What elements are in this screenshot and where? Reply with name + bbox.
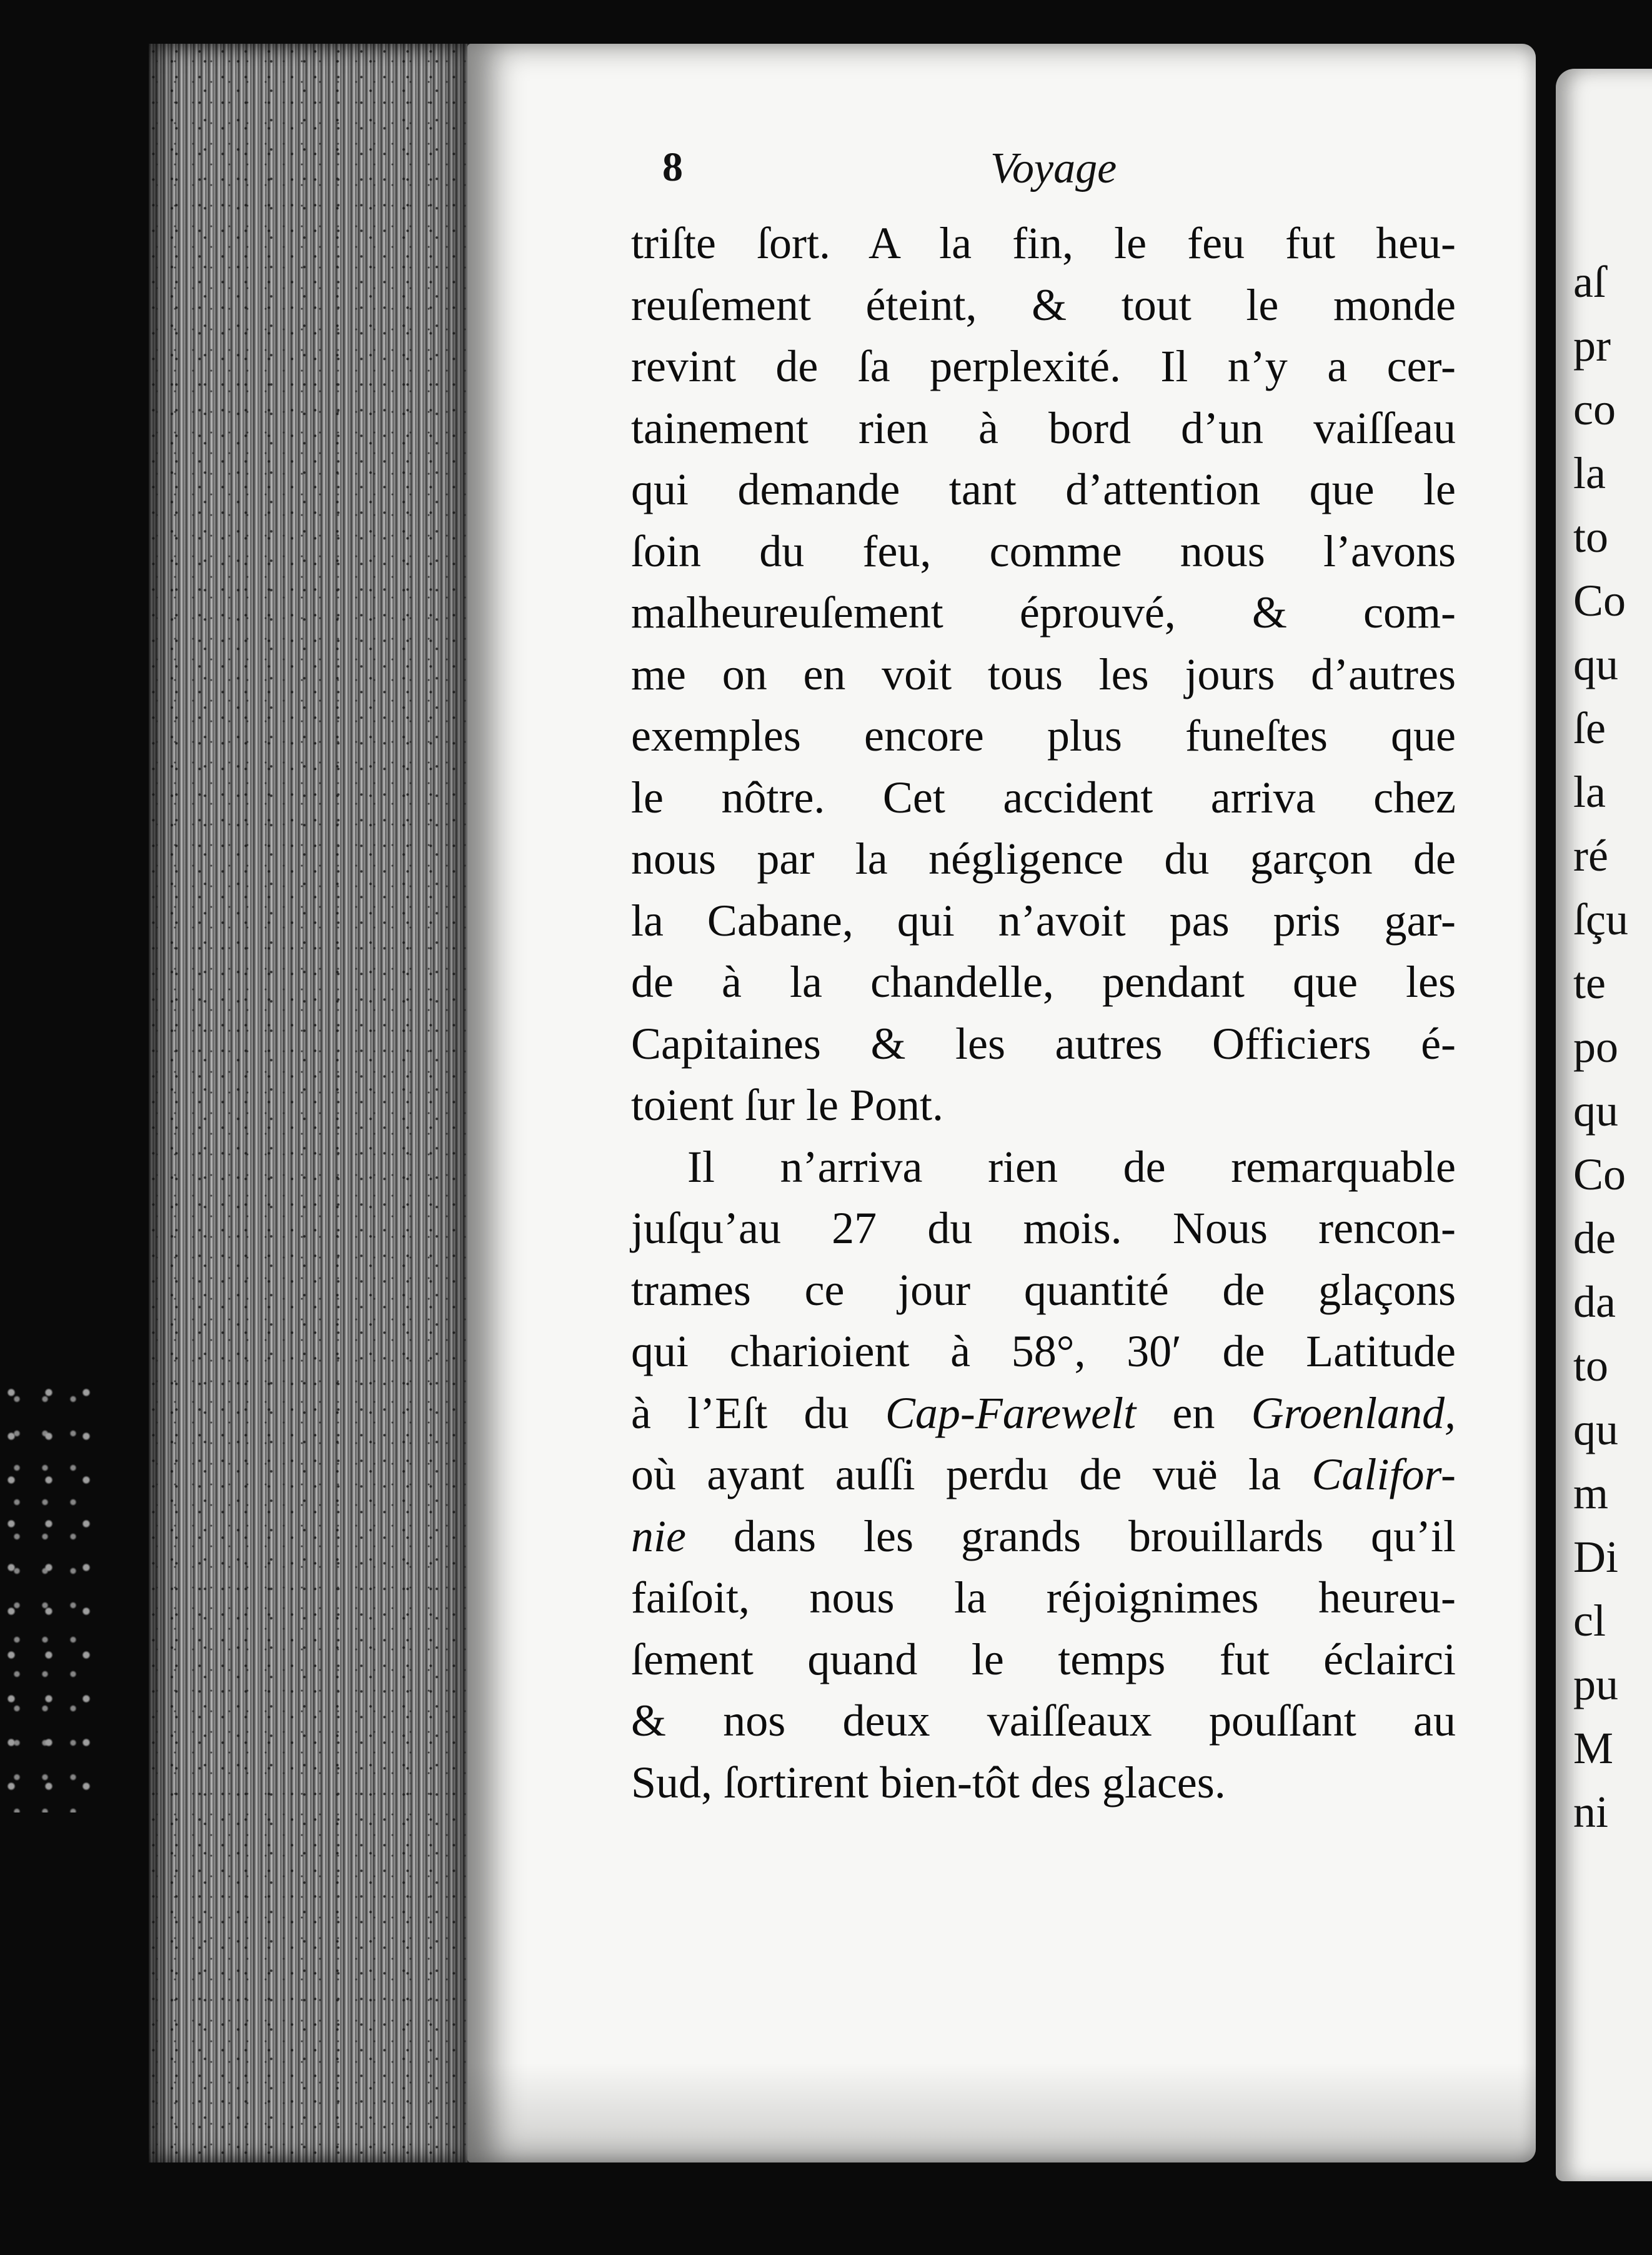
facing-page-fragment: to bbox=[1573, 1341, 1609, 1391]
running-title: Voyage bbox=[990, 144, 1117, 192]
line-text: de à la chandelle, pendant que les bbox=[631, 957, 1456, 1007]
line-text: en bbox=[1136, 1388, 1251, 1438]
text-line bbox=[631, 398, 1456, 459]
facing-page-fragment: cl bbox=[1573, 1596, 1606, 1646]
running-head bbox=[662, 144, 1475, 212]
line-text: tainement rien à bord d’un vaiſſeau bbox=[631, 402, 1456, 453]
line-text: dans les grands brouillards qu’il bbox=[685, 1511, 1456, 1561]
body-text bbox=[631, 212, 1456, 1813]
line-text: qui demande tant d’attention que le bbox=[631, 464, 1456, 514]
text-line bbox=[631, 1690, 1456, 1752]
line-text: me on en voit tous les jours d’autres bbox=[631, 649, 1456, 699]
text-line bbox=[631, 890, 1456, 952]
line-text: & nos deux vaiſſeaux pouſſant au bbox=[631, 1696, 1456, 1746]
line-text: Il n’arriva rien de remarquable bbox=[687, 1141, 1456, 1192]
facing-page-fragment: po bbox=[1573, 1022, 1618, 1072]
facing-page-fragment: Di bbox=[1573, 1532, 1618, 1582]
facing-page-fragment: ſçu bbox=[1573, 894, 1628, 944]
text-line bbox=[631, 1198, 1456, 1259]
fore-edge-speckle bbox=[149, 44, 474, 2162]
facing-page-fragment: la bbox=[1573, 448, 1606, 498]
facing-page-fragment: ni bbox=[1573, 1787, 1609, 1837]
text-line bbox=[631, 1444, 1456, 1506]
facing-page-fragment: ré bbox=[1573, 831, 1608, 881]
italic-text: Groenland, bbox=[1251, 1388, 1456, 1438]
line-text: où ayant auſſi perdu de vuë la bbox=[631, 1449, 1312, 1499]
facing-page-fragment: m bbox=[1573, 1468, 1609, 1518]
line-text: reuſement éteint, & tout le monde bbox=[631, 279, 1456, 330]
line-text: triſte ſort. A la fin, le feu fut heu- bbox=[631, 218, 1456, 268]
facing-page-fragment: co bbox=[1573, 384, 1616, 434]
text-line bbox=[631, 951, 1456, 1013]
facing-page-fragment: da bbox=[1573, 1277, 1616, 1327]
line-text: toient ſur le Pont. bbox=[631, 1080, 943, 1130]
text-line bbox=[631, 1321, 1456, 1382]
text-line bbox=[631, 582, 1456, 644]
facing-page-fragment: to bbox=[1573, 512, 1609, 562]
facing-page-fragment: aſ bbox=[1573, 257, 1606, 307]
facing-page-fragment: pr bbox=[1573, 321, 1611, 371]
facing-page-fragment: qu bbox=[1573, 639, 1618, 689]
line-text: faiſoit, nous la réjoignimes heureu- bbox=[631, 1572, 1456, 1622]
line-text: nous par la négligence du garçon de bbox=[631, 834, 1456, 884]
text-line bbox=[631, 1752, 1456, 1814]
line-text: le nôtre. Cet accident arriva chez bbox=[631, 772, 1456, 822]
facing-page-fragment: de bbox=[1573, 1213, 1616, 1263]
text-line bbox=[631, 336, 1456, 398]
text-line bbox=[631, 1013, 1456, 1075]
page-shadow bbox=[467, 2062, 1536, 2162]
text-line bbox=[631, 212, 1456, 274]
facing-page-fragment: M bbox=[1573, 1723, 1614, 1773]
line-text: Sud, ſortirent bien-tôt des glaces. bbox=[631, 1757, 1226, 1808]
facing-page-fragment: pu bbox=[1573, 1659, 1618, 1709]
line-text: exemples encore plus funeſtes que bbox=[631, 711, 1456, 761]
text-line bbox=[631, 705, 1456, 767]
line-text: trames ce jour quantité de glaçons bbox=[631, 1264, 1456, 1315]
background-specks bbox=[0, 1375, 94, 1812]
text-line bbox=[631, 1506, 1456, 1568]
line-text: à l’Eſt du bbox=[631, 1388, 885, 1438]
text-line bbox=[631, 274, 1456, 336]
text-line bbox=[631, 767, 1456, 829]
line-text: Capitaines & les autres Officiers é- bbox=[631, 1018, 1456, 1069]
text-line bbox=[631, 1259, 1456, 1321]
text-line bbox=[631, 1136, 1456, 1198]
line-text: la Cabane, qui n’avoit pas pris gar- bbox=[631, 895, 1456, 946]
facing-page-fragment: Co bbox=[1573, 1149, 1626, 1199]
italic-text: nie bbox=[631, 1511, 686, 1561]
facing-page-fragment: la bbox=[1573, 767, 1606, 817]
text-line bbox=[631, 1567, 1456, 1629]
facing-page-fragment: Co bbox=[1573, 576, 1626, 626]
facing-page-fragment: te bbox=[1573, 958, 1606, 1008]
line-text: revint de ſa perplexité. Il n’y a cer- bbox=[631, 341, 1456, 391]
facing-page-fragment: qu bbox=[1573, 1404, 1618, 1454]
text-line bbox=[631, 459, 1456, 521]
italic-text: Califor- bbox=[1311, 1449, 1456, 1499]
text-line bbox=[631, 1629, 1456, 1691]
text-line bbox=[631, 828, 1456, 890]
page-number: 8 bbox=[662, 144, 683, 190]
line-text: qui charioient à 58°, 30′ de Latitude bbox=[631, 1326, 1456, 1376]
facing-page-edge bbox=[1556, 69, 1652, 2181]
text-line bbox=[631, 1074, 1456, 1136]
line-text: malheureuſement éprouvé, & com- bbox=[631, 588, 1456, 638]
line-text: ſement quand le temps fut éclairci bbox=[631, 1634, 1456, 1684]
facing-page-fragment: qu bbox=[1573, 1086, 1618, 1136]
text-line bbox=[631, 1382, 1456, 1444]
text-line bbox=[631, 521, 1456, 582]
line-text: juſqu’au 27 du mois. Nous rencon- bbox=[631, 1203, 1456, 1253]
line-text: ſoin du feu, comme nous l’avons bbox=[631, 526, 1456, 576]
facing-page-fragment: ſe bbox=[1573, 703, 1606, 753]
italic-text: Cap-Farewelt bbox=[885, 1388, 1137, 1438]
text-line bbox=[631, 644, 1456, 706]
